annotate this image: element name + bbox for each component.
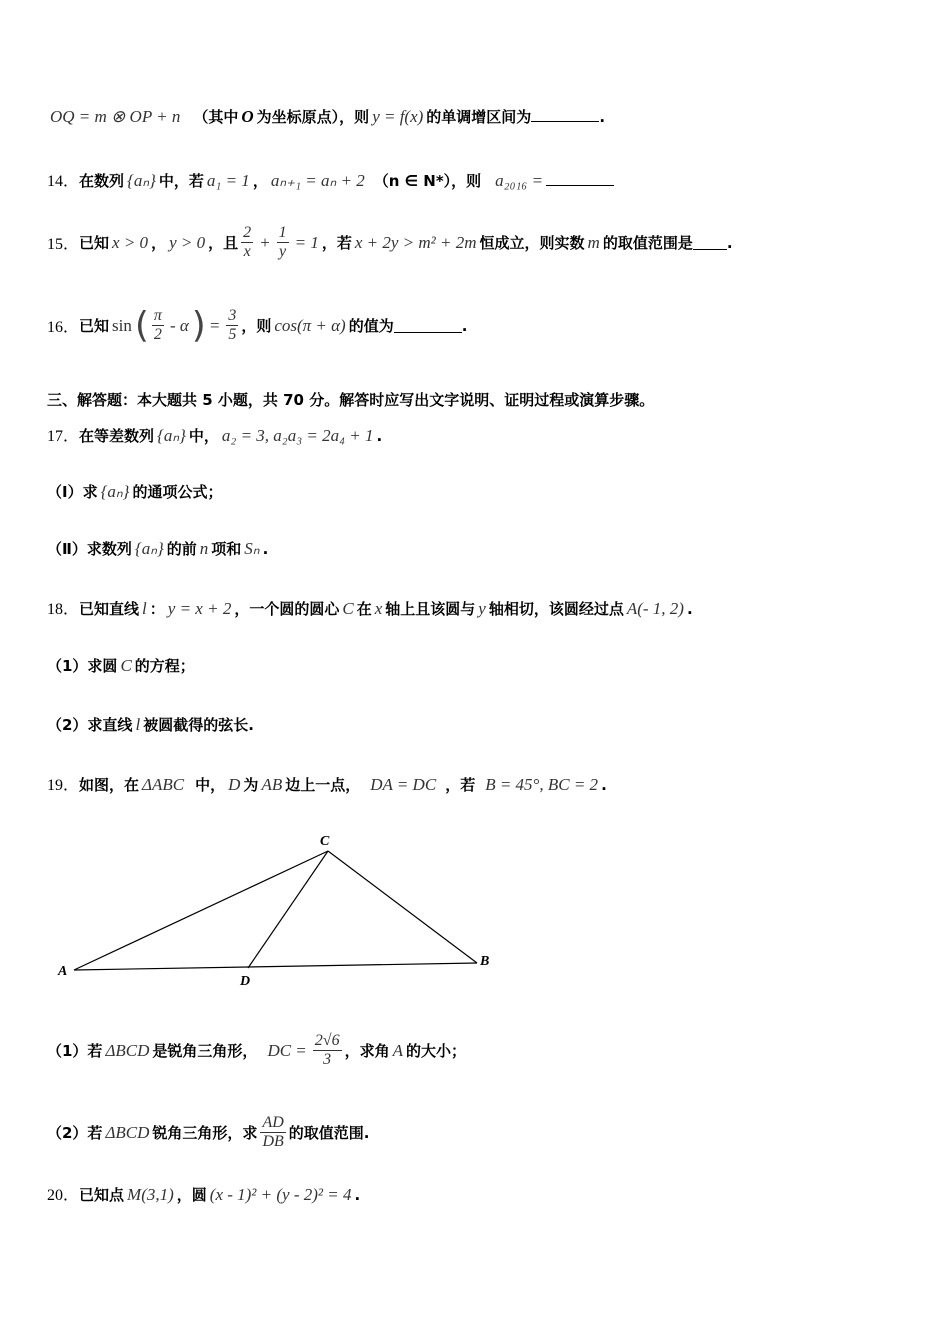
q19-p1-text-1: 是锐角三角形， bbox=[152, 1042, 258, 1061]
q14-answer-blank bbox=[546, 171, 614, 186]
section-3-heading: 三、解答题：本大题共 5 小题，共 70 分。解答时应写出文字说明、证明过程或演算步骤。 bbox=[47, 391, 655, 409]
vertex-label-a: A bbox=[58, 964, 68, 979]
q18-part-2 bbox=[47, 714, 254, 735]
q13-end: . bbox=[599, 108, 606, 126]
q18-text-3: ，一个圆的圆心 bbox=[234, 600, 340, 618]
q17-end: . bbox=[376, 427, 383, 445]
q15-plus: + bbox=[259, 232, 271, 252]
q17-p1-sequence: {aₙ} bbox=[100, 482, 130, 501]
q18-p1-text: 的方程； bbox=[134, 657, 195, 675]
q18-text-2: ： bbox=[149, 600, 165, 618]
q17-p2-sum: Sₙ bbox=[244, 539, 260, 558]
q16-number: 16． bbox=[47, 319, 80, 336]
q19-p1-triangle: ΔBCD bbox=[105, 1040, 150, 1060]
q18-line-equation: y = x + 2 bbox=[167, 599, 232, 618]
q14-condition: （n ∈ N*），则 bbox=[373, 172, 482, 190]
q17-p2-end: . bbox=[262, 540, 269, 558]
q17-number: 17． bbox=[47, 428, 80, 445]
q18-p1-c: C bbox=[120, 656, 132, 675]
q18-point: A(- 1, 2) bbox=[626, 599, 684, 618]
q13-function: y = f(x) bbox=[372, 107, 424, 126]
q18-text-4: 在 bbox=[356, 600, 372, 618]
q18-part-1 bbox=[47, 655, 195, 676]
q15-cond-y: y > 0 bbox=[169, 232, 206, 252]
q19-p1-text-2: ，求角 bbox=[344, 1042, 390, 1061]
q20-point: M(3,1) bbox=[127, 1185, 174, 1204]
question-14 bbox=[47, 168, 614, 191]
q16-fraction-pi-2: $\frac{\pi}{2}$ bbox=[153, 306, 162, 343]
q18-c: C bbox=[342, 599, 354, 618]
q19-triangle: ΔABC bbox=[142, 775, 185, 794]
segment-cd bbox=[248, 851, 328, 968]
q13-text-3: 的单调增区间为 bbox=[426, 108, 532, 126]
q18-x: x bbox=[374, 599, 383, 618]
q17-part-1 bbox=[47, 481, 222, 502]
q20-number: 20． bbox=[47, 1187, 80, 1204]
q15-number: 15． bbox=[47, 236, 80, 254]
q19-p2-label: （2）若 bbox=[47, 1124, 103, 1143]
q18-end: . bbox=[686, 600, 693, 618]
q19-part-2 bbox=[47, 1114, 369, 1152]
q20-circle-equation: (x - 1)² + (y - 2)² = 4 bbox=[209, 1185, 352, 1204]
q19-text-4: 边上一点， bbox=[285, 776, 361, 794]
q15-text-2: ，且 bbox=[208, 234, 239, 253]
q19-text-3: 为 bbox=[243, 776, 259, 794]
q18-y: y bbox=[478, 599, 486, 618]
q15-fraction-2-x: $\frac{2}{x}$ bbox=[243, 224, 252, 261]
q14-sequence: {aₙ} bbox=[127, 171, 156, 190]
q18-p2-l: l bbox=[135, 715, 141, 734]
q16-end: . bbox=[461, 316, 468, 335]
q18-number: 18． bbox=[47, 601, 80, 618]
q19-p2-fraction: $\frac{AD}{DB}$ bbox=[262, 1114, 284, 1151]
q15-cond-x: x > 0 bbox=[112, 232, 149, 252]
triangle-figure bbox=[50, 825, 500, 995]
q17-p1-text: 的通项公式； bbox=[132, 483, 223, 501]
segment-cb bbox=[328, 851, 477, 963]
question-17 bbox=[47, 423, 382, 446]
q19-da-eq-dc: DA = DC bbox=[370, 775, 437, 794]
q15-fraction-1-y: $\frac{1}{y}$ bbox=[278, 224, 287, 261]
q16-right-paren: ) bbox=[191, 305, 206, 346]
q17-p2-text-2: 项和 bbox=[211, 540, 242, 558]
q16-fraction-3-5: $\frac{3}{5}$ bbox=[228, 306, 237, 343]
q16-equals: = bbox=[208, 315, 221, 335]
q19-condition: B = 45°, BC = 2 bbox=[485, 775, 599, 794]
q15-answer-blank bbox=[693, 235, 727, 250]
q20-text-1: 已知点 bbox=[79, 1186, 125, 1204]
q14-number: 14． bbox=[47, 173, 80, 190]
q19-text-1: 如图，在 bbox=[79, 776, 140, 794]
q15-text-1: 已知 bbox=[79, 234, 110, 253]
q13-answer-blank bbox=[531, 107, 599, 122]
q15-sep: ， bbox=[151, 234, 167, 253]
q15-text-3: ，若 bbox=[321, 234, 352, 253]
q13-text-2: 为坐标原点），则 bbox=[256, 108, 370, 126]
question-18 bbox=[47, 596, 693, 619]
q14-sep: ， bbox=[252, 172, 268, 190]
q17-p2-sequence: {aₙ} bbox=[134, 539, 164, 558]
q19-number: 19． bbox=[47, 777, 80, 794]
q19-part-1 bbox=[47, 1032, 466, 1070]
question-19 bbox=[47, 772, 607, 795]
q19-text-5: ，若 bbox=[445, 776, 476, 794]
q17-part-2 bbox=[47, 538, 268, 559]
q15-end: . bbox=[726, 233, 733, 252]
q17-text-1: 在等差数列 bbox=[79, 427, 155, 445]
q19-end: . bbox=[601, 776, 607, 794]
question-16 bbox=[47, 305, 467, 346]
q13-origin-letter: O bbox=[241, 107, 254, 126]
q18-p2-text: 被圆截得的弦长. bbox=[143, 716, 254, 734]
q17-p1-label: （Ⅰ）求 bbox=[47, 483, 98, 501]
q18-l: l bbox=[142, 599, 147, 618]
q13-text-1: （其中 bbox=[193, 108, 239, 126]
question-20 bbox=[47, 1182, 360, 1205]
vertex-label-c: C bbox=[320, 834, 330, 849]
q18-p2-label: （2）求直线 bbox=[47, 716, 133, 734]
q16-cos-expression: cos(π + α) bbox=[274, 315, 346, 335]
q13-continuation-line bbox=[47, 106, 605, 127]
q14-text-2: 中，若 bbox=[158, 172, 204, 190]
vertex-label-d: D bbox=[240, 974, 251, 989]
q18-p1-label: （1）求圆 bbox=[47, 657, 118, 675]
q19-p1-label: （1）若 bbox=[47, 1042, 103, 1061]
q18-text-1: 已知直线 bbox=[79, 600, 140, 618]
q19-p1-fraction: $\frac{2√6}{3}$ bbox=[314, 1032, 340, 1069]
q18-text-5: 轴上且该圆与 bbox=[385, 600, 476, 618]
segment-ac bbox=[74, 851, 328, 970]
q13-expression: OQ = m ⊗ OP + n bbox=[50, 107, 181, 126]
q17-p2-n: n bbox=[199, 539, 209, 558]
q19-p1-a: A bbox=[392, 1040, 403, 1060]
q19-p2-triangle: ΔBCD bbox=[105, 1122, 150, 1142]
q15-m-variable: m bbox=[587, 232, 600, 252]
q19-p2-text-2: 的取值范围. bbox=[288, 1124, 370, 1143]
q19-text-2: 中， bbox=[195, 776, 226, 794]
q16-sin: sin bbox=[112, 315, 132, 335]
q16-left-paren: ( bbox=[134, 305, 149, 346]
q14-target: a₂₀₁₆ = bbox=[495, 171, 544, 190]
q20-end: . bbox=[354, 1186, 361, 1204]
q15-equals: = 1 bbox=[294, 232, 319, 252]
q16-text-3: 的值为 bbox=[348, 317, 394, 335]
q15-text-4: 恒成立，则实数 bbox=[479, 234, 585, 253]
q19-p2-text-1: 锐角三角形，求 bbox=[152, 1124, 258, 1143]
q14-text-1: 在数列 bbox=[79, 172, 125, 190]
q19-p1-dc: DC = bbox=[267, 1040, 307, 1060]
q18-text-6: 轴相切，该圆经过点 bbox=[488, 600, 624, 618]
vertex-label-b: B bbox=[480, 954, 490, 969]
q19-d: D bbox=[228, 775, 241, 794]
question-15 bbox=[47, 224, 733, 262]
q17-text-2: 中， bbox=[188, 427, 219, 445]
q17-condition: a₂ = 3, a₂a₃ = 2a₄ + 1 bbox=[221, 426, 374, 445]
segment-ab bbox=[74, 963, 477, 970]
q16-answer-blank bbox=[394, 318, 462, 333]
q16-text-1: 已知 bbox=[79, 317, 110, 335]
q17-p2-label: （Ⅱ）求数列 bbox=[47, 540, 132, 558]
q16-text-2: ，则 bbox=[241, 317, 272, 335]
q17-sequence: {aₙ} bbox=[157, 426, 186, 445]
q14-recurrence: aₙ₊₁ = aₙ + 2 bbox=[270, 171, 365, 190]
q17-p2-text-1: 的前 bbox=[166, 540, 197, 558]
q19-ab: AB bbox=[261, 775, 283, 794]
q14-a1: a₁ = 1 bbox=[206, 171, 250, 190]
q20-text-2: ，圆 bbox=[176, 1186, 207, 1204]
q19-p1-text-3: 的大小； bbox=[405, 1042, 466, 1061]
q16-minus-alpha: - α bbox=[169, 315, 189, 335]
q15-inequality: x + 2y > m² + 2m bbox=[354, 232, 477, 252]
q15-text-5: 的取值范围是 bbox=[602, 234, 693, 253]
